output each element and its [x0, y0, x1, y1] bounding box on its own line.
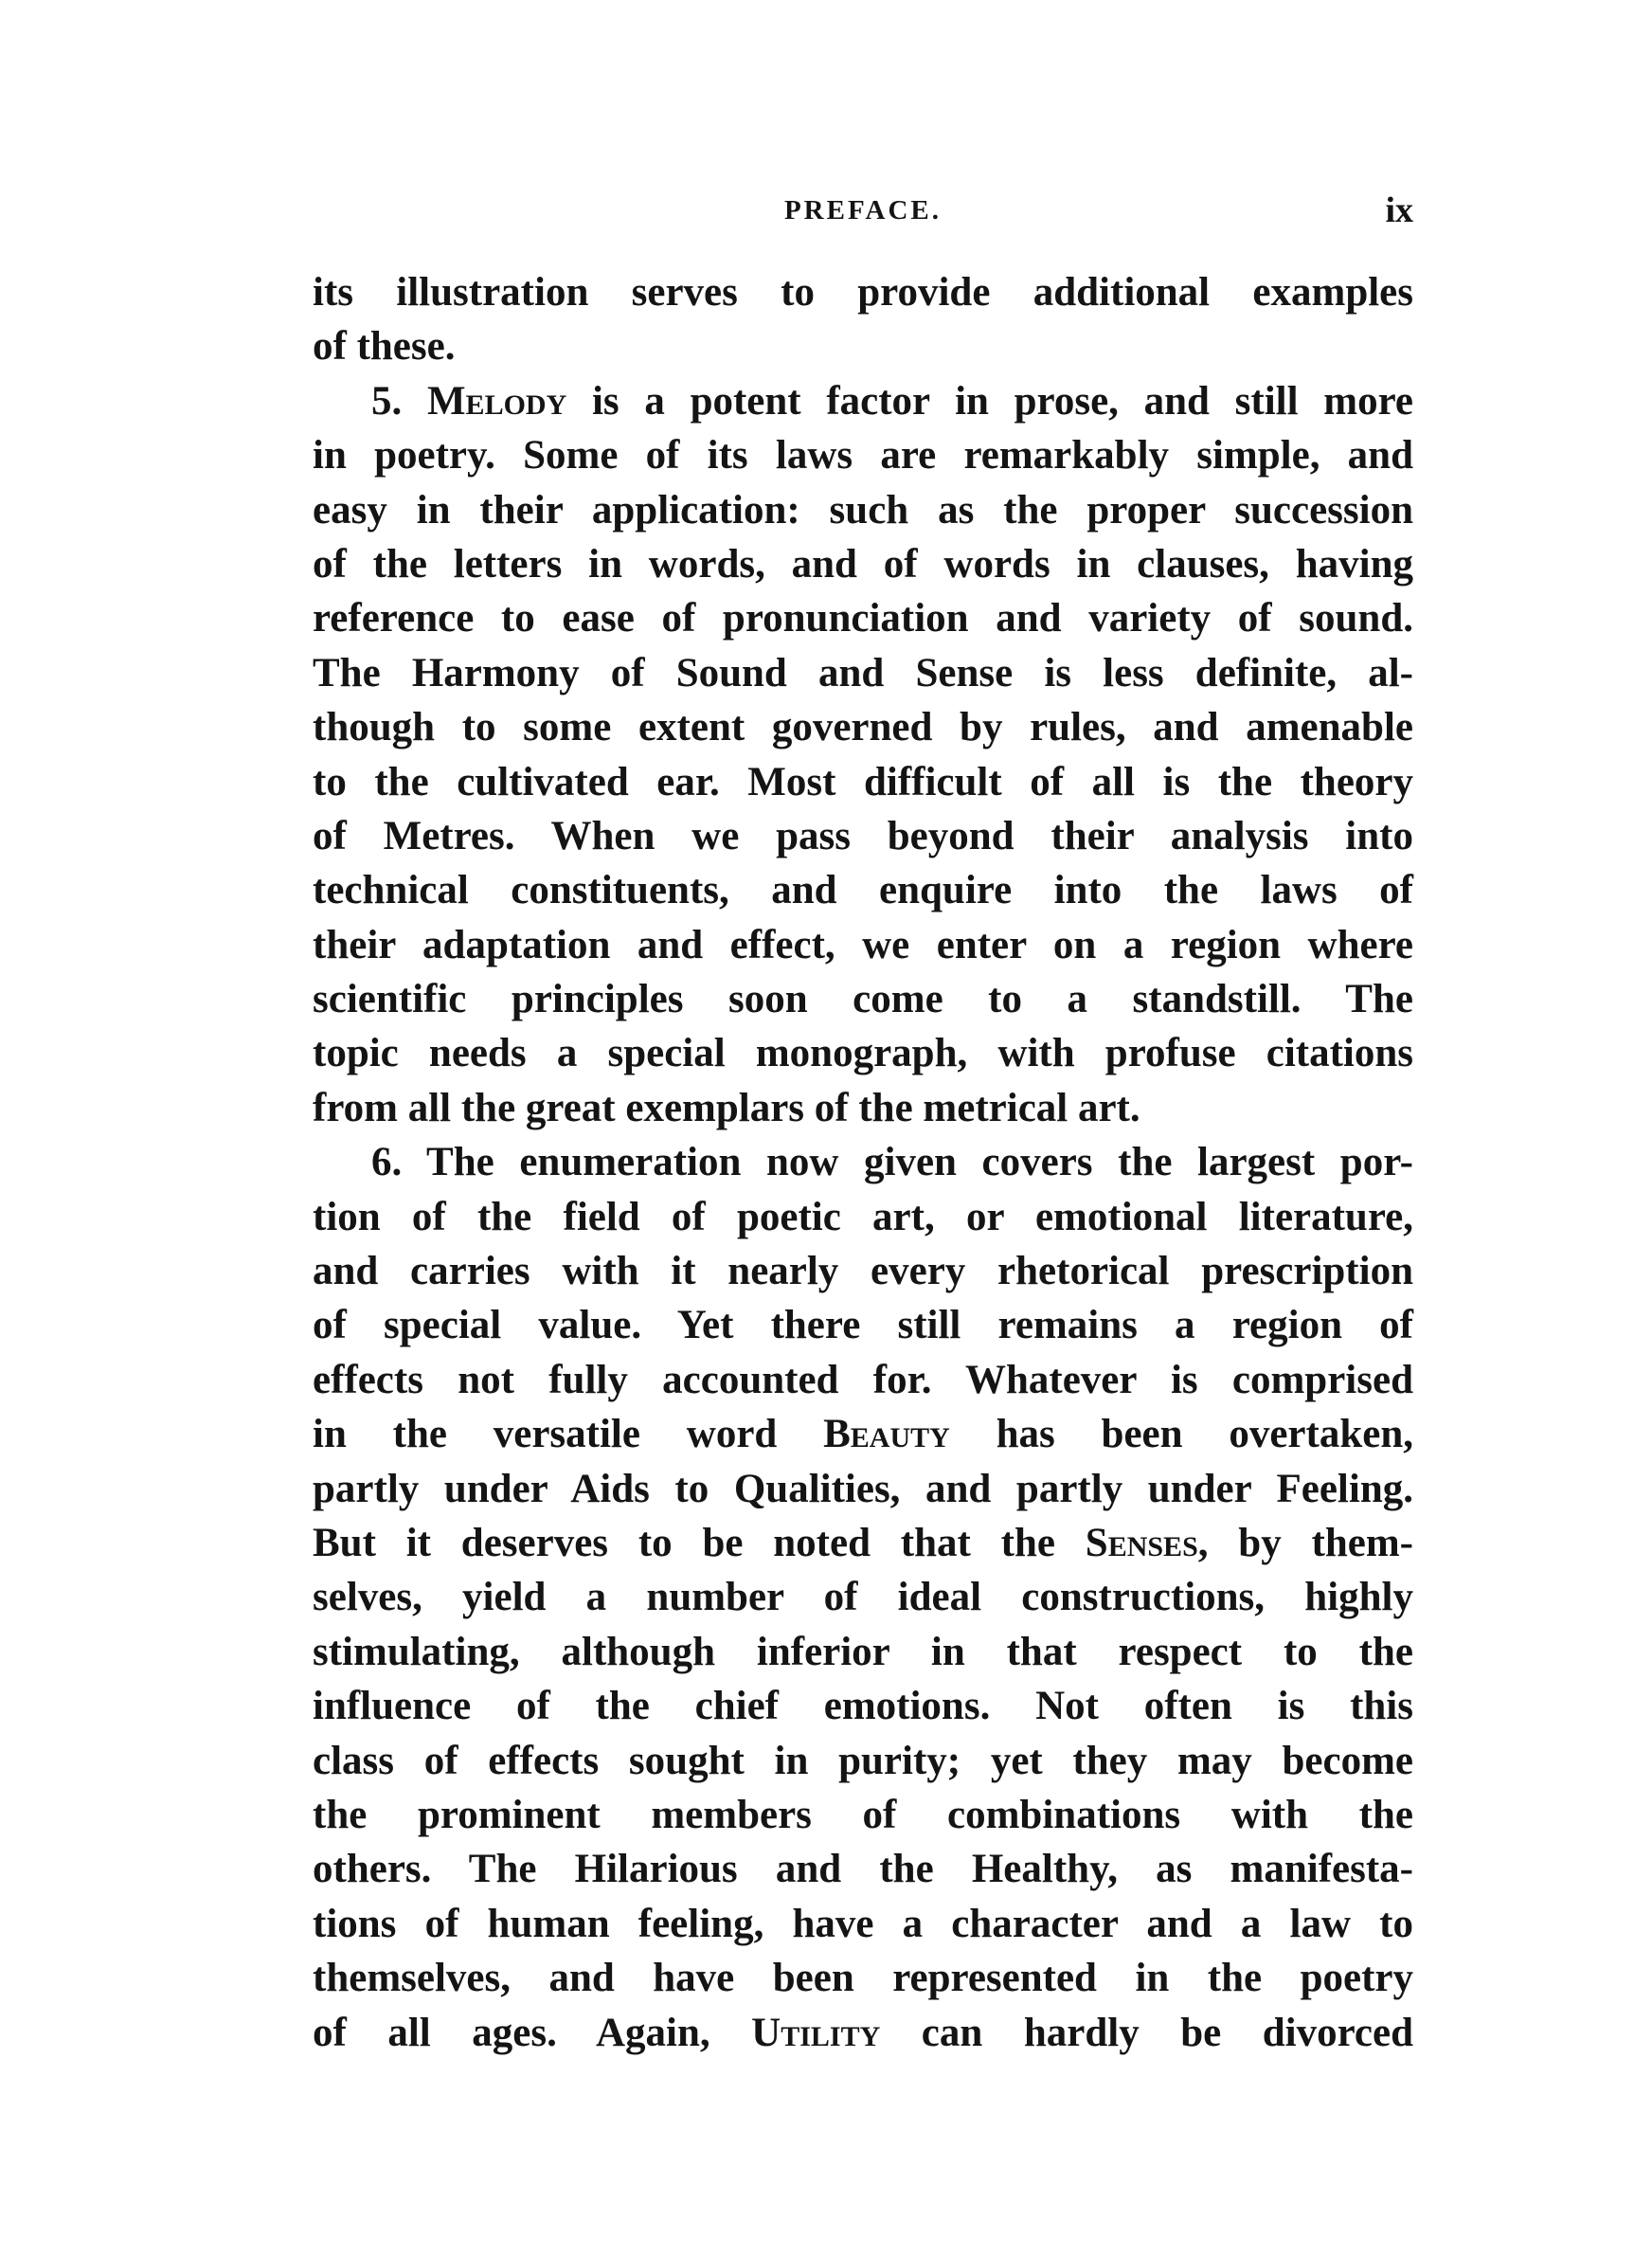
text-line: to the cultivated ear. Most difficult of all is the theory [313, 759, 1413, 804]
body-text [313, 265, 1413, 2060]
text-line: partly under Aids to Qualities, and partly under Feeling. [313, 1466, 1413, 1511]
text-line: in the versatile word Beauty has been overtaken, [313, 1412, 1413, 1457]
text-line: tions of human feeling, have a character and a law to [313, 1901, 1413, 1946]
text-line: topic needs a special monograph, with profuse citations [313, 1031, 1413, 1076]
text-line: tion of the field of poetic art, or emotional literature, [313, 1194, 1413, 1239]
text-line: of these. [313, 324, 456, 370]
text-line: But it deserves to be noted that the Senses, by them- [313, 1520, 1413, 1565]
text-line: though to some extent governed by rules, and amenable [313, 705, 1413, 750]
text-line: of all ages. Again, Utility can hardly be divorced [313, 2010, 1413, 2055]
text-line: 5. Melody is a potent factor in prose, and still more [371, 378, 1414, 424]
text-line: effects not fully accounted for. Whatever is comprised [313, 1357, 1413, 1402]
text-line: of Metres. When we pass beyond their analysis into [313, 813, 1413, 858]
text-line: their adaptation and effect, we enter on a region where [313, 922, 1413, 967]
text-line: the prominent members of combinations with the [313, 1792, 1413, 1837]
text-line: easy in their application: such as the proper succession [313, 487, 1413, 533]
text-line: its illustration serves to provide additional examples [313, 270, 1413, 315]
text-line: from all the great exemplars of the metrical art. [313, 1085, 1140, 1130]
text-line: of the letters in words, and of words in clauses, having [313, 541, 1413, 587]
page-header [313, 188, 1413, 233]
text-line: and carries with it nearly every rhetorical prescription [313, 1249, 1413, 1294]
text-line: themselves, and have been represented in the poetry [313, 1956, 1413, 2001]
text-line: class of effects sought in purity; yet they may become [313, 1738, 1413, 1783]
running-head: PREFACE. [783, 195, 943, 226]
text-line: in poetry. Some of its laws are remarkably simple, and [313, 433, 1413, 478]
text-line: 6. The enumeration now given covers the largest por- [371, 1140, 1413, 1185]
text-line: reference to ease of pronunciation and variety of sound. [313, 596, 1413, 641]
text-line: others. The Hilarious and the Healthy, as manifesta- [313, 1847, 1413, 1892]
text-line: scientific principles soon come to a standstill. The [313, 977, 1413, 1022]
text-line: influence of the chief emotions. Not often is this [313, 1684, 1413, 1729]
text-line: The Harmony of Sound and Sense is less definite, al- [313, 650, 1413, 695]
text-line: of special value. Yet there still remains a region of [313, 1303, 1413, 1348]
page-number: ix [1385, 190, 1413, 230]
text-line: technical constituents, and enquire into the laws of [313, 868, 1413, 913]
text-line: stimulating, although inferior in that respect to the [313, 1629, 1413, 1674]
text-line: selves, yield a number of ideal constructions, highly [313, 1575, 1413, 1620]
